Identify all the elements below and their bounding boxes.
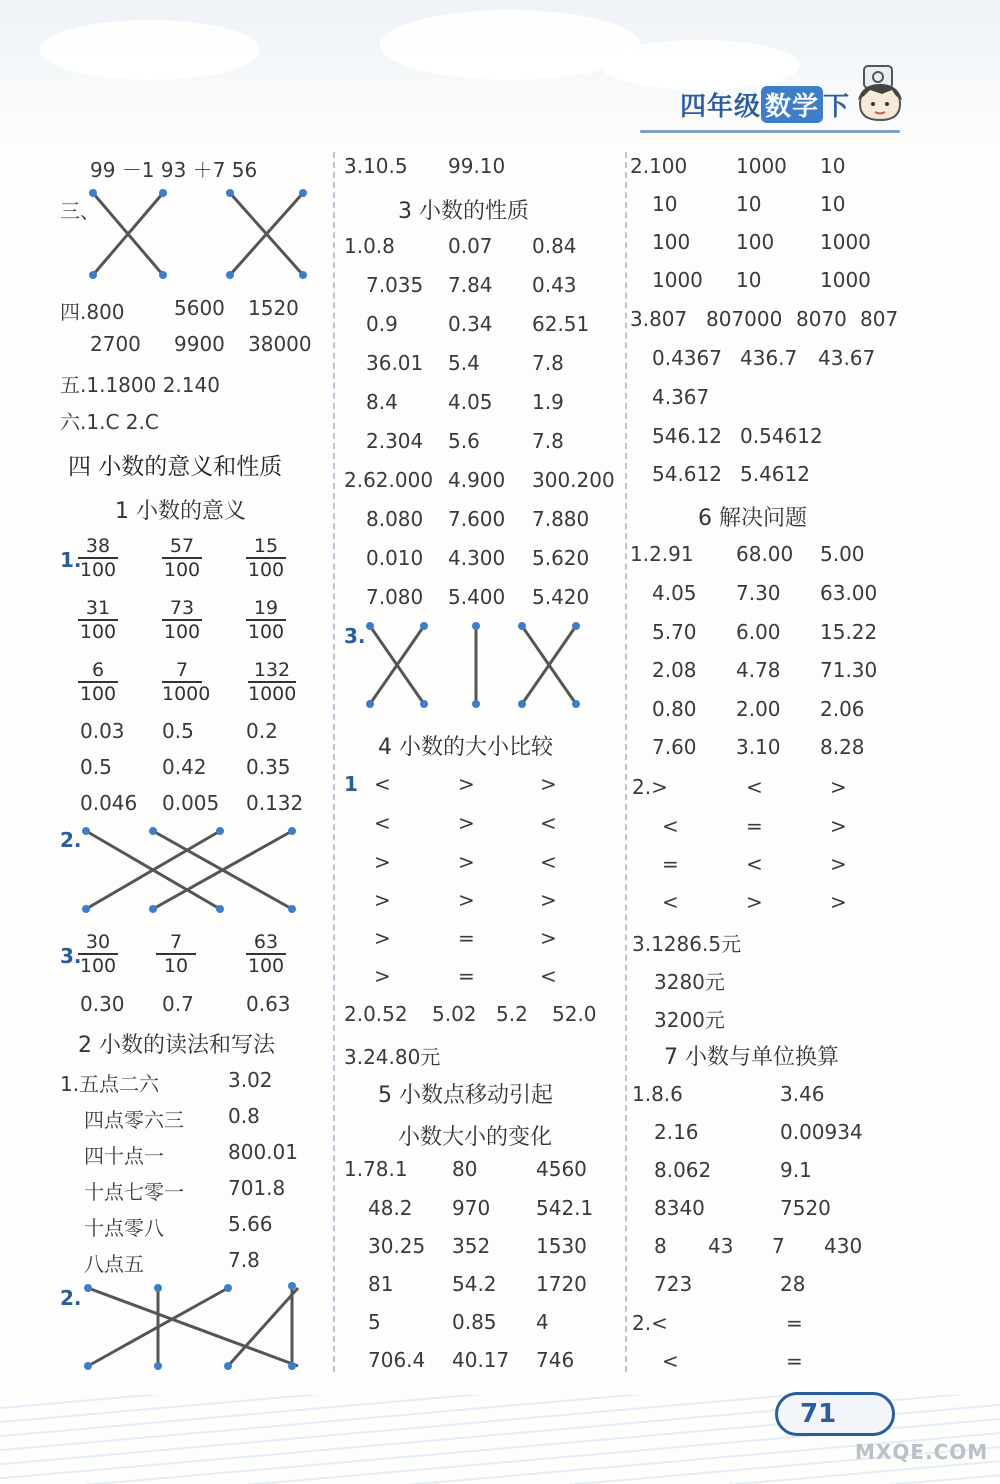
answer-value: 807 (860, 307, 899, 331)
answer-value: 43.67 (818, 346, 876, 370)
answer-value: 0.9 (366, 312, 398, 336)
answer-value: 7.84 (448, 273, 493, 297)
subsection-title: 5 小数点移动引起 (378, 1083, 553, 1108)
subsection-title: 2 小数的读法和写法 (78, 1033, 275, 1058)
answer-value: 0.42 (162, 755, 207, 779)
question-number: 三、 (60, 199, 100, 223)
answer-value: 38000 (248, 332, 312, 356)
compare-symbol: = (662, 852, 679, 876)
matching-lines (364, 620, 589, 710)
compare-symbol: < (540, 850, 557, 874)
answer-value: 4.05 (652, 581, 697, 605)
compare-symbol: = (458, 926, 475, 950)
answer-value: 8.4 (366, 390, 398, 414)
answer-value: 5.620 (532, 546, 590, 570)
compare-symbol: > (540, 926, 557, 950)
answer-value: 3.10.5 (344, 154, 408, 178)
writing-answer: 800.01 (228, 1140, 298, 1164)
writing-answer: 701.8 (228, 1176, 286, 1200)
answer-value: 0.5 (162, 719, 194, 743)
answer-value: 7.035 (366, 273, 424, 297)
answer-value: 970 (452, 1196, 491, 1220)
answer-value: 40.17 (452, 1348, 510, 1372)
answer-value: 1.9 (532, 390, 564, 414)
answer-value: 2.62.000 (344, 468, 434, 492)
compare-symbol: > (374, 926, 391, 950)
girl-mascot-icon (852, 64, 908, 126)
answer-value: 10 (652, 192, 678, 216)
question-number: 1. (60, 548, 82, 572)
answer-value: 1000 (820, 268, 871, 292)
fraction: $\frac{15}{100}$ (247, 535, 285, 581)
answer-value: 四.800 (60, 300, 125, 324)
fraction: $\frac{6}{100}$ (79, 659, 117, 705)
answer-value: 48.2 (368, 1196, 413, 1220)
compare-symbol: 2.> (632, 775, 668, 799)
compare-symbol: 2.< (632, 1311, 668, 1335)
compare-symbol: < (662, 890, 679, 914)
compare-symbol: < (540, 811, 557, 835)
answer-value: 1000 (820, 230, 871, 254)
answer-value: 1.8.6 (632, 1082, 683, 1106)
answer-value: 5.4 (448, 351, 480, 375)
answer-line: 五.1.1800 2.140 (60, 373, 220, 397)
section-title: 四 小数的意义和性质 (68, 454, 283, 480)
answer-value: 430 (824, 1234, 863, 1258)
fraction: $\frac{63}{100}$ (247, 931, 285, 977)
answer-value: 28 (780, 1272, 806, 1296)
answer-line: 3200元 (654, 1008, 725, 1032)
answer-value: 0.03 (80, 719, 125, 743)
answer-value: 2.08 (652, 658, 697, 682)
fraction: $\frac{73}{100}$ (163, 597, 201, 643)
answer-value: 1.2.91 (630, 542, 694, 566)
compare-symbol: > (458, 772, 475, 796)
writing-answer: 0.8 (228, 1104, 260, 1128)
answer-value: 0.43 (532, 273, 577, 297)
answer-line: 99 －1 93 ＋7 56 (90, 158, 258, 182)
answer-value: 63.00 (820, 581, 878, 605)
answer-value: 5.400 (448, 585, 506, 609)
answer-value: 100 (652, 230, 691, 254)
answer-value: 2.06 (820, 697, 865, 721)
answer-value: 5.4612 (740, 462, 810, 486)
answer-value: 4.05 (448, 390, 493, 414)
compare-symbol: > (540, 772, 557, 796)
answer-line: 3.1286.5元 (632, 932, 742, 956)
answer-value: 8 (654, 1234, 667, 1258)
compare-symbol: = (786, 1311, 803, 1335)
answer-value: 9.1 (780, 1158, 812, 1182)
fraction: $\frac{31}{100}$ (79, 597, 117, 643)
answer-value: 7.600 (448, 507, 506, 531)
answer-value: 3.10 (736, 735, 781, 759)
answer-value: 0.63 (246, 992, 291, 1016)
answer-value: 7 (772, 1234, 785, 1258)
answer-value: 1000 (652, 268, 703, 292)
answer-value: 5.02 (432, 1002, 477, 1026)
compare-symbol: > (540, 888, 557, 912)
answer-value: 80 (452, 1157, 478, 1181)
answer-value: 2.304 (366, 429, 424, 453)
answer-value: 7.080 (366, 585, 424, 609)
answer-value: 54.612 (652, 462, 722, 486)
fraction: $\frac{30}{100}$ (79, 931, 117, 977)
book-title (680, 86, 850, 123)
subsection-title: 6 解决问题 (698, 506, 807, 531)
question-number: 3. (344, 624, 366, 648)
answer-value: 7.8 (532, 429, 564, 453)
subsection-title: 7 小数与单位换算 (664, 1045, 839, 1070)
reading-answer: 四十点一 (84, 1144, 164, 1168)
subject-badge: 数学 (761, 86, 823, 123)
answer-value: 9900 (174, 332, 225, 356)
reading-answer: 1.五点二六 (60, 1072, 160, 1096)
answer-value: 8070 (796, 307, 847, 331)
answer-value: 1.0.8 (344, 234, 395, 258)
answer-value: 8340 (654, 1196, 705, 1220)
answer-value: 0.35 (246, 755, 291, 779)
answer-line: 3.24.80元 (344, 1045, 441, 1069)
answer-value: 1.78.1 (344, 1157, 408, 1181)
answer-value: 5 (368, 1310, 381, 1334)
answer-value: 8.28 (820, 735, 865, 759)
answer-value: 352 (452, 1234, 491, 1258)
compare-symbol: = (786, 1349, 803, 1373)
answer-value: 1520 (248, 296, 299, 320)
compare-symbol: < (662, 1349, 679, 1373)
answer-value: 746 (536, 1348, 575, 1372)
fraction: $\frac{7}{10}$ (156, 931, 196, 977)
answer-value: 542.1 (536, 1196, 594, 1220)
answer-line: 3280元 (654, 970, 725, 994)
subsection-title: 3 小数的性质 (398, 199, 529, 224)
answer-value: 2700 (90, 332, 141, 356)
answer-value: 7.880 (532, 507, 590, 531)
reading-answer: 四点零六三 (84, 1108, 184, 1132)
answer-value: 71.30 (820, 658, 878, 682)
answer-value: 36.01 (366, 351, 424, 375)
fraction: $\frac{132}{1000}$ (248, 659, 297, 705)
answer-value: 10 (736, 192, 762, 216)
answer-value: 4.78 (736, 658, 781, 682)
answer-value: 15.22 (820, 620, 878, 644)
subsection-title: 小数大小的变化 (398, 1125, 553, 1150)
matching-lines (80, 825, 300, 920)
answer-value: 8.080 (366, 507, 424, 531)
answer-value: 0.4367 (652, 346, 722, 370)
compare-symbol: > (746, 890, 763, 914)
answer-value: 436.7 (740, 346, 798, 370)
answer-value: 3.807 (630, 307, 688, 331)
compare-symbol: > (830, 852, 847, 876)
reading-answer: 十点七零一 (84, 1180, 184, 1204)
answer-value: 68.00 (736, 542, 794, 566)
answer-value: 0.07 (448, 234, 493, 258)
answer-value: 1530 (536, 1234, 587, 1258)
answer-value: 0.30 (80, 992, 125, 1016)
compare-symbol: > (830, 814, 847, 838)
answer-value: 0.7 (162, 992, 194, 1016)
answer-value: 100 (736, 230, 775, 254)
answer-value: 43 (708, 1234, 734, 1258)
question-number: 2. (60, 1286, 82, 1310)
answer-value: 10 (820, 192, 846, 216)
question-number: 1 (344, 772, 358, 796)
answer-value: 2.100 (630, 154, 688, 178)
answer-value: 4.367 (652, 385, 710, 409)
compare-symbol: < (746, 852, 763, 876)
question-number: 2. (60, 828, 82, 852)
answer-value: 546.12 (652, 424, 722, 448)
cloud-decoration (40, 20, 260, 80)
answer-value: 0.84 (532, 234, 577, 258)
answer-value: 1000 (736, 154, 787, 178)
compare-symbol: > (830, 890, 847, 914)
reading-answer: 八点五 (84, 1252, 144, 1276)
reading-answer: 十点零八 (84, 1216, 164, 1240)
column-divider (625, 152, 627, 1372)
answer-value: 5.420 (532, 585, 590, 609)
answer-line: 六.1.C 2.C (60, 410, 159, 434)
subsection-title: 1 小数的意义 (115, 499, 246, 524)
compare-symbol: > (458, 888, 475, 912)
fraction: $\frac{57}{100}$ (163, 535, 201, 581)
compare-symbol: > (458, 850, 475, 874)
compare-symbol: > (374, 964, 391, 988)
answer-value: 7.8 (532, 351, 564, 375)
answer-value: 30.25 (368, 1234, 426, 1258)
answer-value: 4.900 (448, 468, 506, 492)
answer-value: 0.54612 (740, 424, 823, 448)
answer-value: 2.16 (654, 1120, 699, 1144)
grade-label: 四年级 (680, 92, 762, 122)
answer-value: 706.4 (368, 1348, 426, 1372)
answer-value: 7.30 (736, 581, 781, 605)
term-label: 下 (823, 92, 851, 122)
answer-value: 10 (736, 268, 762, 292)
answer-value: 300.200 (532, 468, 615, 492)
compare-symbol: < (746, 775, 763, 799)
fraction: $\frac{7}{1000}$ (162, 659, 211, 705)
compare-symbol: = (458, 964, 475, 988)
answer-value: 54.2 (452, 1272, 497, 1296)
answer-value: 7520 (780, 1196, 831, 1220)
answer-value: 5.2 (496, 1002, 528, 1026)
answer-value: 62.51 (532, 312, 590, 336)
answer-value: 5.6 (448, 429, 480, 453)
answer-value: 2.00 (736, 697, 781, 721)
answer-value: 4 (536, 1310, 549, 1334)
page-number: 71 (775, 1392, 895, 1436)
compare-symbol: < (374, 811, 391, 835)
answer-value: 99.10 (448, 154, 506, 178)
compare-symbol: > (374, 888, 391, 912)
answer-value: 5600 (174, 296, 225, 320)
header-underline (640, 130, 900, 133)
answer-value: 4560 (536, 1157, 587, 1181)
question-number: 3. (60, 944, 82, 968)
compare-symbol: = (746, 814, 763, 838)
matching-lines (85, 185, 315, 285)
answer-value: 5.70 (652, 620, 697, 644)
answer-value: 52.0 (552, 1002, 597, 1026)
answer-value: 0.005 (162, 791, 220, 815)
fraction: $\frac{38}{100}$ (79, 535, 117, 581)
answer-value: 0.80 (652, 697, 697, 721)
answer-value: 723 (654, 1272, 693, 1296)
compare-symbol: > (830, 775, 847, 799)
matching-lines (82, 1282, 307, 1372)
answer-value: 10 (820, 154, 846, 178)
answer-value: 81 (368, 1272, 394, 1296)
answer-value: 0.132 (246, 791, 304, 815)
answer-value: 0.85 (452, 1310, 497, 1334)
column-divider (333, 152, 335, 1372)
compare-symbol: < (540, 964, 557, 988)
fraction: $\frac{19}{100}$ (247, 597, 285, 643)
answer-value: 7.60 (652, 735, 697, 759)
answer-value: 5.00 (820, 542, 865, 566)
answer-value: 6.00 (736, 620, 781, 644)
answer-value: 1720 (536, 1272, 587, 1296)
compare-symbol: > (458, 811, 475, 835)
compare-symbol: > (374, 850, 391, 874)
cloud-decoration (600, 40, 800, 90)
answer-value: 807000 (706, 307, 783, 331)
answer-value: 0.010 (366, 546, 424, 570)
watermark: MXQE.COM (855, 1440, 989, 1464)
subsection-title: 4 小数的大小比较 (378, 735, 553, 760)
answer-value: 0.046 (80, 791, 138, 815)
writing-answer: 5.66 (228, 1212, 273, 1236)
writing-answer: 3.02 (228, 1068, 273, 1092)
compare-symbol: < (374, 772, 391, 796)
answer-value: 8.062 (654, 1158, 712, 1182)
compare-symbol: < (662, 814, 679, 838)
answer-value: 0.00934 (780, 1120, 863, 1144)
answer-value: 0.34 (448, 312, 493, 336)
answer-value: 3.46 (780, 1082, 825, 1106)
answer-value: 0.2 (246, 719, 278, 743)
answer-value: 2.0.52 (344, 1002, 408, 1026)
answer-value: 0.5 (80, 755, 112, 779)
answer-value: 4.300 (448, 546, 506, 570)
writing-answer: 7.8 (228, 1248, 260, 1272)
